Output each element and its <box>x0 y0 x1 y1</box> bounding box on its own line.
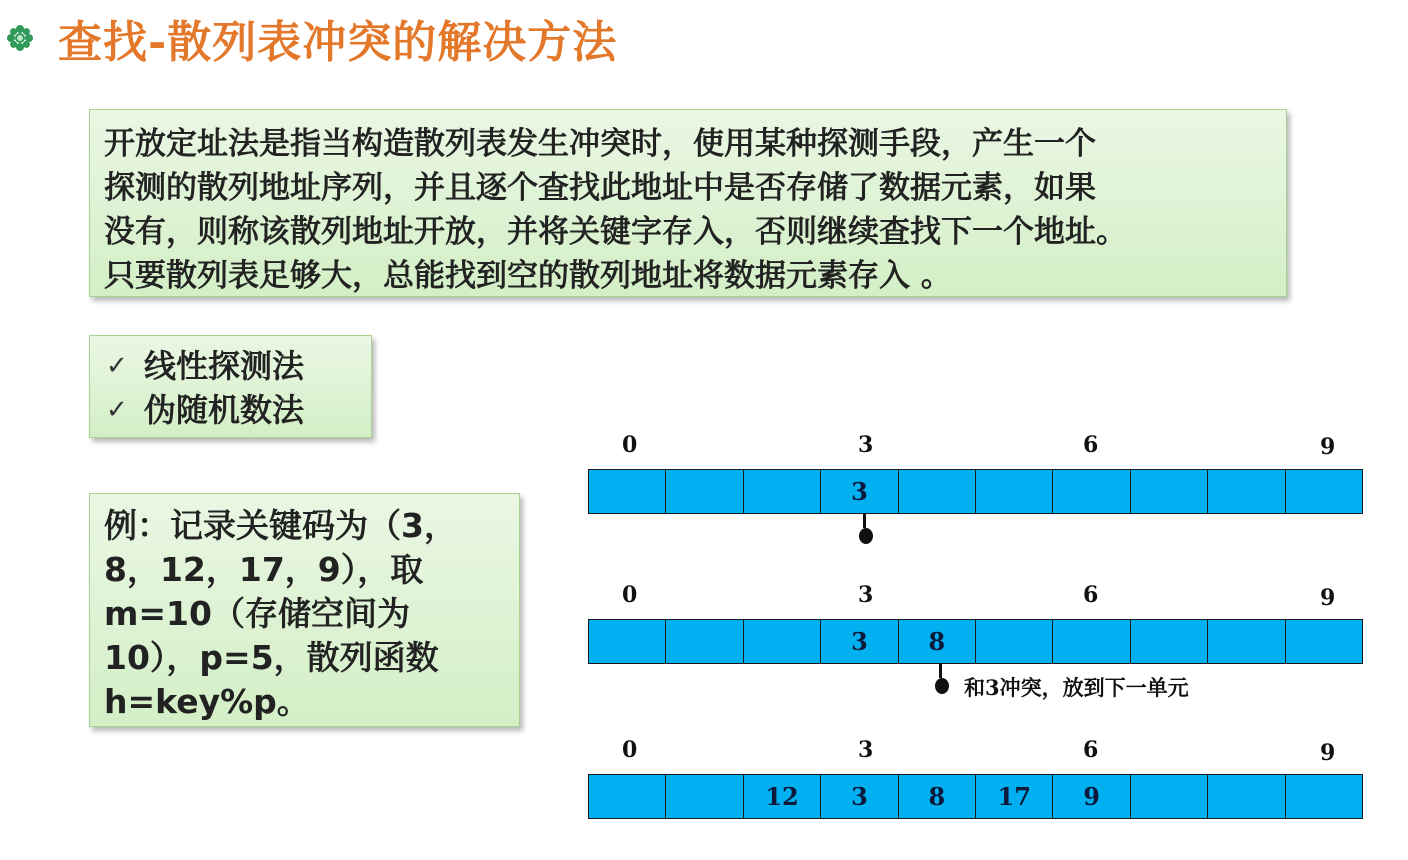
flower-bullet-icon <box>6 24 34 52</box>
index-label-3: 3 <box>858 432 874 458</box>
index-label-0: 0 <box>622 432 638 458</box>
definition-line: 开放定址法是指当构造散列表发生冲突时，使用某种探测手段，产生一个 <box>104 126 1096 162</box>
hand-pointer-icon <box>855 514 877 548</box>
hand-pointer-icon <box>931 664 953 698</box>
hash-cell <box>1286 470 1362 513</box>
check-icon: ✓ <box>106 351 128 381</box>
check-icon: ✓ <box>106 395 128 425</box>
methods-box <box>89 335 372 438</box>
hash-cell: 17 <box>976 775 1053 818</box>
hash-cell <box>1208 620 1285 663</box>
hash-cell <box>744 470 821 513</box>
hash-cell: 9 <box>1053 775 1130 818</box>
hash-cell <box>589 470 666 513</box>
index-label-3: 3 <box>858 737 874 763</box>
method-item-linear-probing <box>106 344 371 388</box>
index-label-9: 9 <box>1320 585 1336 611</box>
hash-cell <box>1286 775 1362 818</box>
example-line: h=key%p。 <box>104 682 310 721</box>
hash-cell: 3 <box>821 620 898 663</box>
definition-box <box>89 109 1287 297</box>
hash-cell <box>1208 470 1285 513</box>
method-label: 线性探测法 <box>144 347 305 385</box>
hash-cell <box>899 470 976 513</box>
hash-cell <box>589 620 666 663</box>
hash-cell <box>1131 620 1208 663</box>
hash-cell <box>1053 470 1130 513</box>
hash-cell: 8 <box>899 775 976 818</box>
index-label-9: 9 <box>1320 740 1336 766</box>
hash-cell: 12 <box>744 775 821 818</box>
hash-cell <box>1208 775 1285 818</box>
hash-cell: 3 <box>821 470 898 513</box>
hash-cell <box>1286 620 1362 663</box>
definition-line: 探测的散列地址序列，并且逐个查找此地址中是否存储了数据元素，如果 <box>104 170 1096 206</box>
collision-note: 和3冲突，放到下一单元 <box>964 675 1189 700</box>
index-label-3: 3 <box>858 582 874 608</box>
hash-cell <box>1131 470 1208 513</box>
hash-cell <box>1131 775 1208 818</box>
hash-cell <box>666 470 743 513</box>
hash-table-row-1 <box>588 469 1363 514</box>
hash-cell <box>976 470 1053 513</box>
hash-cell <box>666 775 743 818</box>
slide-title: 查找-散列表冲突的解决方法 <box>58 17 618 68</box>
hash-table-row-3 <box>588 774 1363 819</box>
definition-line: 只要散列表足够大，总能找到空的散列地址将数据元素存入 。 <box>104 258 952 294</box>
hash-table-row-2 <box>588 619 1363 664</box>
index-label-0: 0 <box>622 737 638 763</box>
definition-line: 没有，则称该散列地址开放，并将关键字存入，否则继续查找下一个地址。 <box>104 214 1127 250</box>
hash-cell <box>976 620 1053 663</box>
example-box <box>89 493 520 727</box>
hash-cell <box>1053 620 1130 663</box>
index-label-6: 6 <box>1083 737 1099 763</box>
hash-cell <box>666 620 743 663</box>
index-label-9: 9 <box>1320 434 1336 460</box>
index-label-0: 0 <box>622 582 638 608</box>
example-line: m=10（存储空间为 <box>104 594 410 633</box>
hash-cell: 8 <box>899 620 976 663</box>
index-label-6: 6 <box>1083 582 1099 608</box>
hash-cell <box>744 620 821 663</box>
index-label-6: 6 <box>1083 432 1099 458</box>
method-item-pseudo-random <box>106 388 371 432</box>
hash-cell: 3 <box>821 775 898 818</box>
hash-cell <box>589 775 666 818</box>
example-line: 10），p=5，散列函数 <box>104 638 439 677</box>
example-line: 例：记录关键码为（3， <box>104 506 457 545</box>
method-label: 伪随机数法 <box>144 391 305 429</box>
example-line: 8，12，17，9），取 <box>104 550 424 589</box>
